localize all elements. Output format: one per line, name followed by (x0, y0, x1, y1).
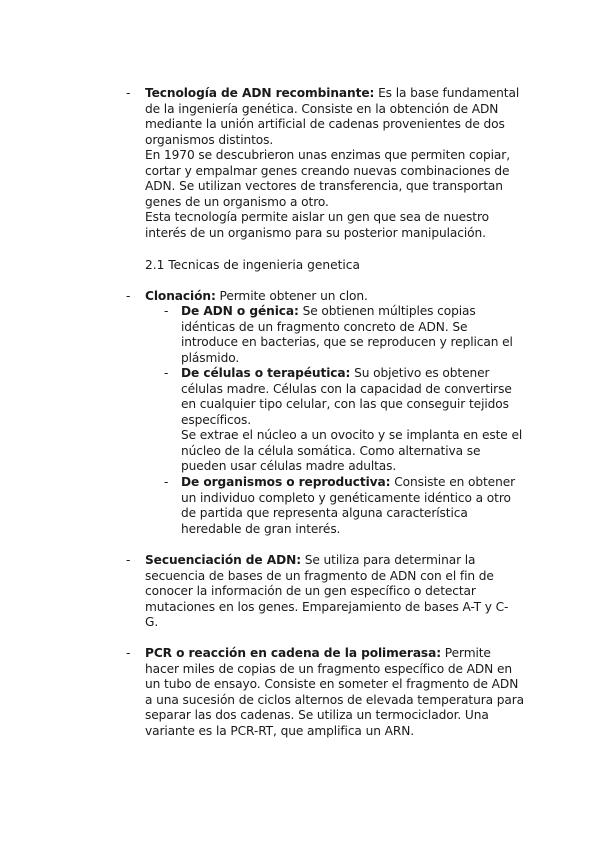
recombinant-dna-title: Tecnología de ADN recombinante: (145, 86, 375, 100)
recombinant-dna-paragraph-2: En 1970 se descubrieron unas enzimas que permiten copiar, cortar y empalmar genes creando nuevas combinaciones de ADN. Se utilizan vectores de transferencia, que transportan genes de un organismo a otro. (145, 148, 510, 209)
cloning-text: Permite obtener un clon. (219, 289, 368, 303)
cloning-subitem-organisms (181, 475, 529, 537)
cloning-item (145, 289, 525, 305)
recombinant-dna-text-1: Es la base fundamental de la ingeniería genética. Consiste en la obtención de ADN mediante la unión artificial de cadenas provenientes de dos organismos distintos. (145, 86, 520, 147)
subitem-organisms-text: Consiste en obtener un individuo completo y genéticamente idéntico a otro de partida que representa alguna característica heredable de gran interés. (181, 475, 516, 536)
subitem-cells-text-1: Su objetivo es obtener células madre. Células con la capacidad de convertirse en cualquier tipo celular, con las que conseguir tejidos específicos. (181, 366, 512, 427)
sequencing-item (145, 553, 515, 631)
sub-bullet-dash: - (164, 304, 169, 318)
bullet-dash: - (126, 646, 131, 660)
cloning-subitem-dna (181, 304, 526, 366)
pcr-text: Permite hacer miles de copias de un fragmento específico de ADN en un tubo de ensayo. Consiste en someter el fragmento de ADN a una sucesión de ciclos alternos de elevada temperatura para separar las dos cadenas. Se utiliza un termociclador. Una variante es la PCR-RT, que amplifica un ARN. (145, 646, 525, 738)
sequencing-text: Se utiliza para determinar la secuencia de bases de un fragmento de ADN con el fin de conocer la información de un gen específico o detectar mutaciones en los genes. Emparejamiento de bases A-T y C-G. (145, 553, 509, 629)
section-heading: 2.1 Tecnicas de ingenieria genetica (145, 258, 360, 272)
sub-bullet-dash: - (164, 366, 169, 380)
subitem-cells-title: De células o terapéutica: (181, 366, 351, 380)
subitem-dna-title: De ADN o génica: (181, 304, 299, 318)
subitem-organisms-title: De organismos o reproductiva: (181, 475, 391, 489)
pcr-title: PCR o reacción en cadena de la polimerasa: (145, 646, 441, 660)
subitem-dna-text: Se obtienen múltiples copias idénticas de un fragmento concreto de ADN. Se introduce en bacterias, que se reproducen y replican el plásmido. (181, 304, 513, 365)
bullet-dash: - (126, 553, 131, 567)
bullet-dash: - (126, 289, 131, 303)
cloning-title: Clonación: (145, 289, 216, 303)
recombinant-dna-paragraph-3: Esta tecnología permite aislar un gen que sea de nuestro interés de un organismo para su posterior manipulación. (145, 210, 489, 240)
bullet-dash: - (126, 86, 131, 100)
sequencing-title: Secuenciación de ADN: (145, 553, 301, 567)
cloning-subitem-cells (181, 366, 526, 475)
pcr-item (145, 646, 525, 739)
recombinant-dna-item (145, 86, 525, 241)
sub-bullet-dash: - (164, 475, 169, 489)
recombinant-dna-paragraph-1 (145, 86, 525, 148)
subitem-cells-text-2: Se extrae el núcleo a un ovocito y se implanta en este el núcleo de la célula somática. Como alternativa se pueden usar células madre adultas. (181, 428, 523, 473)
